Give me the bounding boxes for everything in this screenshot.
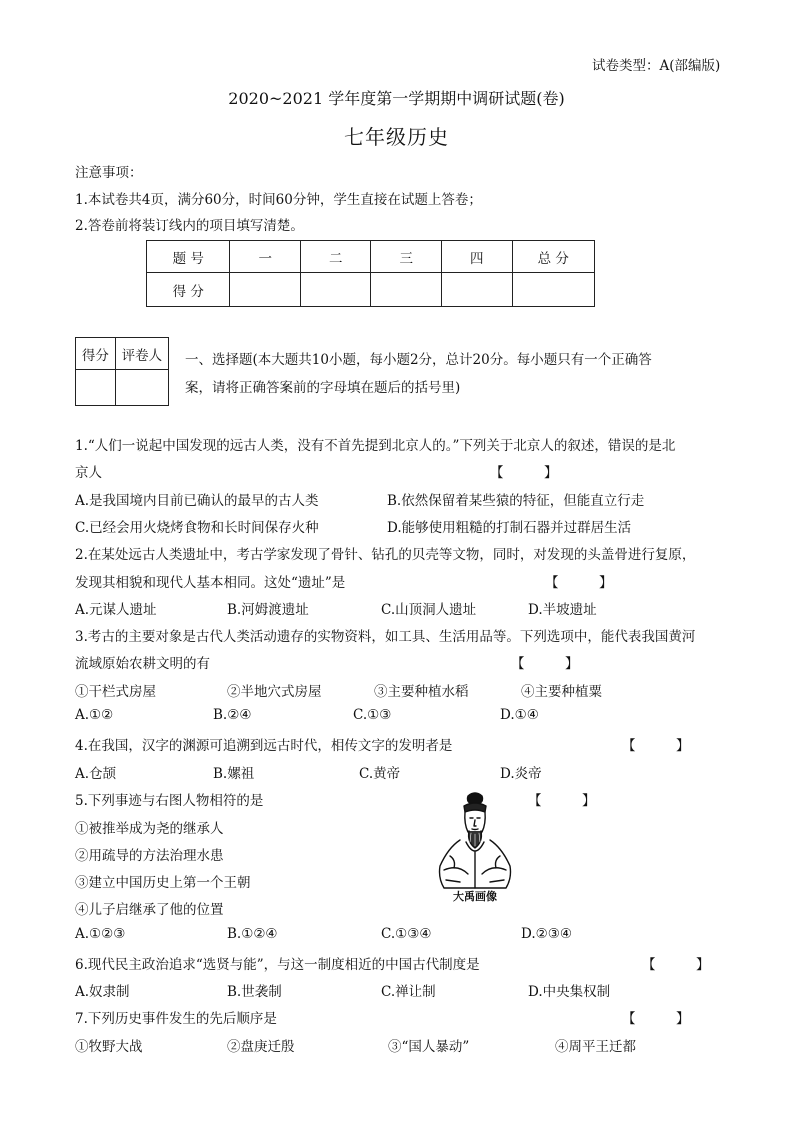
q6-stem: 6.现代民主政治追求“选贤与能”，与这一制度相近的中国古代制度是 <box>75 957 480 973</box>
paper-type: 试卷类型：A(部编版) <box>592 58 721 74</box>
q3-item: ①干栏式房屋 <box>75 684 156 700</box>
subject-title: 七年级历史 <box>344 125 449 149</box>
answer-bracket[interactable]: 【 】 <box>490 465 558 481</box>
q2-stem-cont: 发现其相貌和现代人基本相同。这处“遗址”是 <box>75 575 346 591</box>
answer-bracket[interactable]: 【 】 <box>642 957 710 973</box>
notes-heading: 注意事项： <box>75 165 143 181</box>
q5-option-c: C.①③④ <box>381 926 432 942</box>
q3-item: ④主要种植粟 <box>521 684 602 700</box>
q1-option-c: C.已经会用火烧烤食物和长时间保存火种 <box>75 520 319 536</box>
answer-bracket[interactable]: 【 】 <box>622 1011 690 1027</box>
score-cell[interactable] <box>300 273 371 307</box>
q5-item: ②用疏导的方法治理水患 <box>75 848 224 864</box>
q5-stem: 5.下列事迹与右图人物相符的是 <box>75 793 264 809</box>
q3-option-c: C.①③ <box>353 707 392 723</box>
q1-option-b: B.依然保留着某些猿的特征，但能直立行走 <box>387 493 645 509</box>
section1-line2: 案，请将正确答案前的字母填在题后的括号里) <box>185 380 461 396</box>
exam-title: 2020~2021 学年度第一学期期中调研试题(卷) <box>228 89 565 108</box>
q4-option-a: A.仓颉 <box>75 766 117 782</box>
score-cell[interactable] <box>512 273 594 307</box>
q1-stem: 1.“人们一说起中国发现的远古人类，没有不首先提到北京人的。”下列关于北京人的叙述，错误的是北 <box>75 438 676 454</box>
q6-option-d: D.中央集权制 <box>528 984 611 1000</box>
q5-item: ③建立中国历史上第一个王朝 <box>75 875 251 891</box>
q3-option-a: A.①② <box>75 707 114 723</box>
q2-option-c: C.山顶洞人遗址 <box>381 602 477 618</box>
score-cell[interactable] <box>371 273 442 307</box>
score-header: 题 号 <box>147 241 230 273</box>
q4-stem: 4.在我国，汉字的渊源可追溯到远古时代，相传文字的发明者是 <box>75 738 453 754</box>
score-cell[interactable] <box>442 273 513 307</box>
grader-header: 得分 <box>76 338 116 370</box>
score-header: 总 分 <box>512 241 594 273</box>
score-table <box>146 240 595 307</box>
score-row-label: 得 分 <box>147 273 230 307</box>
grader-cell[interactable] <box>115 370 168 406</box>
answer-bracket[interactable]: 【 】 <box>622 738 690 754</box>
q1-option-a: A.是我国境内目前已确认的最早的古人类 <box>75 493 319 509</box>
q7-item: ④周平王迁都 <box>555 1039 636 1055</box>
q6-option-b: B.世袭制 <box>227 984 282 1000</box>
q7-item: ③“国人暴动” <box>388 1039 470 1055</box>
da-yu-portrait-drawing <box>430 790 520 890</box>
score-header: 四 <box>442 241 513 273</box>
q5-option-a: A.①②③ <box>75 926 126 942</box>
q5-option-d: D.②③④ <box>521 926 572 942</box>
q2-option-b: B.河姆渡遗址 <box>227 602 309 618</box>
score-header: 一 <box>230 241 301 273</box>
answer-bracket[interactable]: 【 】 <box>528 793 596 809</box>
q5-item: ④儿子启继承了他的位置 <box>75 902 224 918</box>
section1-line1: 一、选择题(本大题共10小题，每小题2分，总计20分。每小题只有一个正确答 <box>185 352 652 368</box>
q4-option-d: D.炎帝 <box>500 766 542 782</box>
q3-item: ③主要种植水稻 <box>374 684 469 700</box>
q3-stem-cont: 流域原始农耕文明的有 <box>75 656 210 672</box>
q3-item: ②半地穴式房屋 <box>227 684 322 700</box>
da-yu-portrait <box>430 790 520 905</box>
answer-bracket[interactable]: 【 】 <box>545 575 613 591</box>
q3-stem: 3.考古的主要对象是古代人类活动遗存的实物资料，如工具、生活用品等。下列选项中，能代表我国黄河 <box>75 629 696 645</box>
q7-stem: 7.下列历史事件发生的先后顺序是 <box>75 1011 277 1027</box>
q2-stem: 2.在某处远古人类遗址中，考古学家发现了骨针、钻孔的贝壳等文物，同时，对发现的头盖骨进行复原， <box>75 547 696 563</box>
q2-option-d: D.半坡遗址 <box>528 602 597 618</box>
q4-option-b: B.嫘祖 <box>213 766 255 782</box>
q5-option-b: B.①②④ <box>227 926 278 942</box>
grader-header: 评卷人 <box>115 338 168 370</box>
portrait-caption: 大禹画像 <box>453 890 497 903</box>
q7-item: ①牧野大战 <box>75 1039 143 1055</box>
note-item: 2.答卷前将装订线内的项目填写清楚。 <box>75 218 304 234</box>
score-header: 三 <box>371 241 442 273</box>
q3-option-d: D.①④ <box>500 707 539 723</box>
q6-option-c: C.禅让制 <box>381 984 436 1000</box>
q7-item: ②盘庚迁殷 <box>227 1039 295 1055</box>
q1-stem-cont: 京人 <box>75 465 102 481</box>
grader-cell[interactable] <box>76 370 116 406</box>
q1-option-d: D.能够使用粗糙的打制石器并过群居生活 <box>387 520 632 536</box>
score-cell[interactable] <box>230 273 301 307</box>
q5-item: ①被推举成为尧的继承人 <box>75 821 224 837</box>
grader-table <box>75 337 169 406</box>
answer-bracket[interactable]: 【 】 <box>511 656 579 672</box>
q4-option-c: C.黄帝 <box>359 766 401 782</box>
q6-option-a: A.奴隶制 <box>75 984 130 1000</box>
q2-option-a: A.元谋人遗址 <box>75 602 157 618</box>
note-item: 1.本试卷共4页，满分60分，时间60分钟，学生直接在试题上答卷； <box>75 192 482 208</box>
q3-option-b: B.②④ <box>213 707 252 723</box>
score-header: 二 <box>300 241 371 273</box>
